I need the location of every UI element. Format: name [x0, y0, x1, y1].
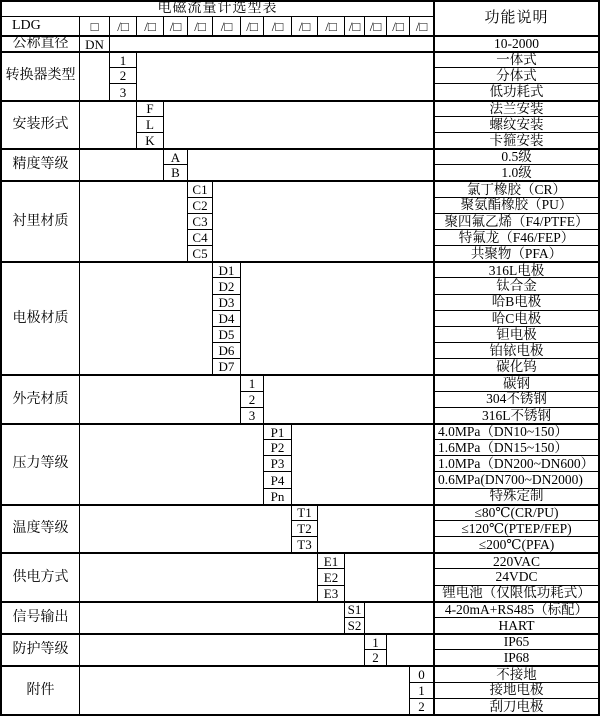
code-slot: /□ — [136, 16, 163, 35]
empty-cell — [317, 504, 433, 553]
empty-cell — [79, 423, 263, 504]
option-desc-cell: 哈B电极 — [433, 294, 598, 310]
option-desc-cell: 锂电池（仅限低功耗式） — [433, 585, 598, 601]
empty-cell — [263, 374, 433, 423]
code-slot: /□ — [386, 16, 409, 35]
option-desc-cell: 氯丁橡胶（CR） — [433, 180, 598, 196]
option-desc-cell: 1.0MPa（DN200~DN600） — [433, 455, 598, 471]
option-desc-cell: 220VAC — [433, 552, 598, 568]
code-slot: /□ — [163, 16, 187, 35]
option-desc-cell: ≤200℃(PFA) — [433, 536, 598, 552]
option-code-cell: D2 — [212, 277, 240, 293]
option-code-cell: 2 — [109, 67, 136, 83]
code-slot: /□ — [291, 16, 317, 35]
option-desc-cell: 卡箍安装 — [433, 132, 598, 148]
option-code-cell: 3 — [109, 83, 136, 99]
group-label: 转换器类型 — [2, 51, 79, 100]
group-label: 公称直径 — [2, 35, 79, 51]
empty-cell — [79, 633, 364, 665]
option-code-cell: P2 — [263, 439, 291, 455]
group-label: 供电方式 — [2, 552, 79, 601]
option-desc-cell: 1.6MPa（DN15~150） — [433, 439, 598, 455]
option-code-cell: C2 — [187, 197, 212, 213]
group-label: 外壳材质 — [2, 374, 79, 423]
empty-cell — [79, 148, 163, 180]
option-code-cell: 2 — [364, 649, 386, 665]
option-code-cell: K — [136, 132, 163, 148]
function-column-header: 功能说明 — [433, 2, 598, 35]
option-desc-cell: 0.6MPa(DN700~DN2000) — [433, 471, 598, 487]
option-code-cell: L — [136, 116, 163, 132]
option-desc-cell: HART — [433, 617, 598, 633]
option-code-cell: D7 — [212, 358, 240, 374]
empty-cell — [344, 552, 433, 601]
group-label: 精度等级 — [2, 148, 79, 180]
option-code-cell: DN — [79, 35, 109, 51]
option-desc-cell: 刮刀电极 — [433, 698, 598, 714]
option-code-cell: D6 — [212, 342, 240, 358]
option-code-cell: C4 — [187, 229, 212, 245]
option-desc-cell: 一体式 — [433, 51, 598, 67]
empty-cell — [163, 100, 433, 149]
code-slot: /□ — [212, 16, 240, 35]
code-slot: /□ — [364, 16, 386, 35]
empty-cell — [79, 261, 212, 374]
empty-cell — [240, 261, 433, 374]
group-label: 信号输出 — [2, 601, 79, 633]
option-code-cell: C1 — [187, 180, 212, 196]
option-desc-cell: ≤80℃(CR/PU) — [433, 504, 598, 520]
option-desc-cell: 10-2000 — [433, 35, 598, 51]
option-desc-cell: 螺纹安装 — [433, 116, 598, 132]
option-code-cell: 0 — [409, 665, 433, 681]
option-desc-cell: 钽电极 — [433, 326, 598, 342]
option-code-cell: F — [136, 100, 163, 116]
option-desc-cell: IP68 — [433, 649, 598, 665]
option-desc-cell: 4-20mA+RS485（标配） — [433, 601, 598, 617]
empty-cell — [79, 180, 187, 261]
option-code-cell: E1 — [317, 552, 344, 568]
code-slot: /□ — [317, 16, 344, 35]
option-code-cell: P1 — [263, 423, 291, 439]
group-label: 电极材质 — [2, 261, 79, 374]
option-desc-cell: 铂铱电极 — [433, 342, 598, 358]
empty-cell — [136, 51, 433, 100]
option-desc-cell: 钛合金 — [433, 277, 598, 293]
empty-cell — [79, 665, 409, 714]
option-desc-cell: 接地电极 — [433, 682, 598, 698]
option-code-cell: P3 — [263, 455, 291, 471]
group-label: 压力等级 — [2, 423, 79, 504]
option-code-cell: D5 — [212, 326, 240, 342]
option-desc-cell: 24VDC — [433, 568, 598, 584]
option-desc-cell: 特氟龙（F46/FEP） — [433, 229, 598, 245]
option-desc-cell: 聚四氟乙烯（F4/PTFE） — [433, 213, 598, 229]
option-code-cell: S2 — [344, 617, 364, 633]
code-slot: /□ — [109, 16, 136, 35]
group-label: 安装形式 — [2, 100, 79, 149]
empty-cell — [79, 100, 136, 149]
option-desc-cell: 聚氨酯橡胶（PU） — [433, 197, 598, 213]
option-desc-cell: 1.0级 — [433, 164, 598, 180]
option-desc-cell: 碳钢 — [433, 374, 598, 390]
option-code-cell: B — [163, 164, 187, 180]
option-desc-cell: 碳化钨 — [433, 358, 598, 374]
group-label: 温度等级 — [2, 504, 79, 553]
empty-cell — [364, 601, 433, 633]
empty-cell — [79, 51, 109, 100]
option-code-cell: S1 — [344, 601, 364, 617]
option-code-cell: 1 — [109, 51, 136, 67]
option-code-cell: Pn — [263, 488, 291, 504]
option-code-cell: 2 — [240, 391, 263, 407]
option-desc-cell: 分体式 — [433, 67, 598, 83]
option-desc-cell: 共聚物（PFA） — [433, 245, 598, 261]
empty-cell — [212, 180, 433, 261]
option-code-cell: A — [163, 148, 187, 164]
option-desc-cell: 特殊定制 — [433, 488, 598, 504]
option-code-cell: D3 — [212, 294, 240, 310]
code-slot: /□ — [409, 16, 433, 35]
model-code-box: □ — [79, 16, 109, 35]
option-code-cell: 2 — [409, 698, 433, 714]
option-desc-cell: 不接地 — [433, 665, 598, 681]
empty-cell — [79, 504, 291, 553]
group-label: 衬里材质 — [2, 180, 79, 261]
option-desc-cell: 316L电极 — [433, 261, 598, 277]
option-code-cell: E3 — [317, 585, 344, 601]
option-code-cell: 1 — [240, 374, 263, 390]
option-code-cell: E2 — [317, 568, 344, 584]
empty-cell — [109, 35, 433, 51]
option-code-cell: T2 — [291, 520, 317, 536]
empty-cell — [187, 148, 433, 180]
code-slot: /□ — [344, 16, 364, 35]
option-desc-cell: ≤120℃(PTEP/FEP) — [433, 520, 598, 536]
model-prefix: LDG — [2, 16, 79, 35]
group-label: 防护等级 — [2, 633, 79, 665]
option-desc-cell: 低功耗式 — [433, 83, 598, 99]
option-desc-cell: IP65 — [433, 633, 598, 649]
option-desc-cell: 法兰安装 — [433, 100, 598, 116]
option-code-cell: 3 — [240, 407, 263, 423]
option-code-cell: C3 — [187, 213, 212, 229]
empty-cell — [79, 374, 240, 423]
option-code-cell: T1 — [291, 504, 317, 520]
option-desc-cell: 哈C电极 — [433, 310, 598, 326]
empty-cell — [79, 552, 317, 601]
option-code-cell: 1 — [364, 633, 386, 649]
option-desc-cell: 316L不锈钢 — [433, 407, 598, 423]
empty-cell — [386, 633, 433, 665]
code-slot: /□ — [263, 16, 291, 35]
option-desc-cell: 304不锈钢 — [433, 391, 598, 407]
group-label: 附件 — [2, 665, 79, 714]
option-code-cell: 1 — [409, 682, 433, 698]
code-slot: /□ — [187, 16, 212, 35]
option-code-cell: P4 — [263, 471, 291, 487]
option-desc-cell: 0.5级 — [433, 148, 598, 164]
option-code-cell: C5 — [187, 245, 212, 261]
table-title: 电磁流量计选型表 — [157, 2, 278, 16]
option-code-cell: D4 — [212, 310, 240, 326]
option-code-cell: D1 — [212, 261, 240, 277]
option-desc-cell: 4.0MPa（DN10~150） — [433, 423, 598, 439]
empty-cell — [79, 601, 344, 633]
code-slot: /□ — [240, 16, 263, 35]
option-code-cell: T3 — [291, 536, 317, 552]
empty-cell — [291, 423, 433, 504]
